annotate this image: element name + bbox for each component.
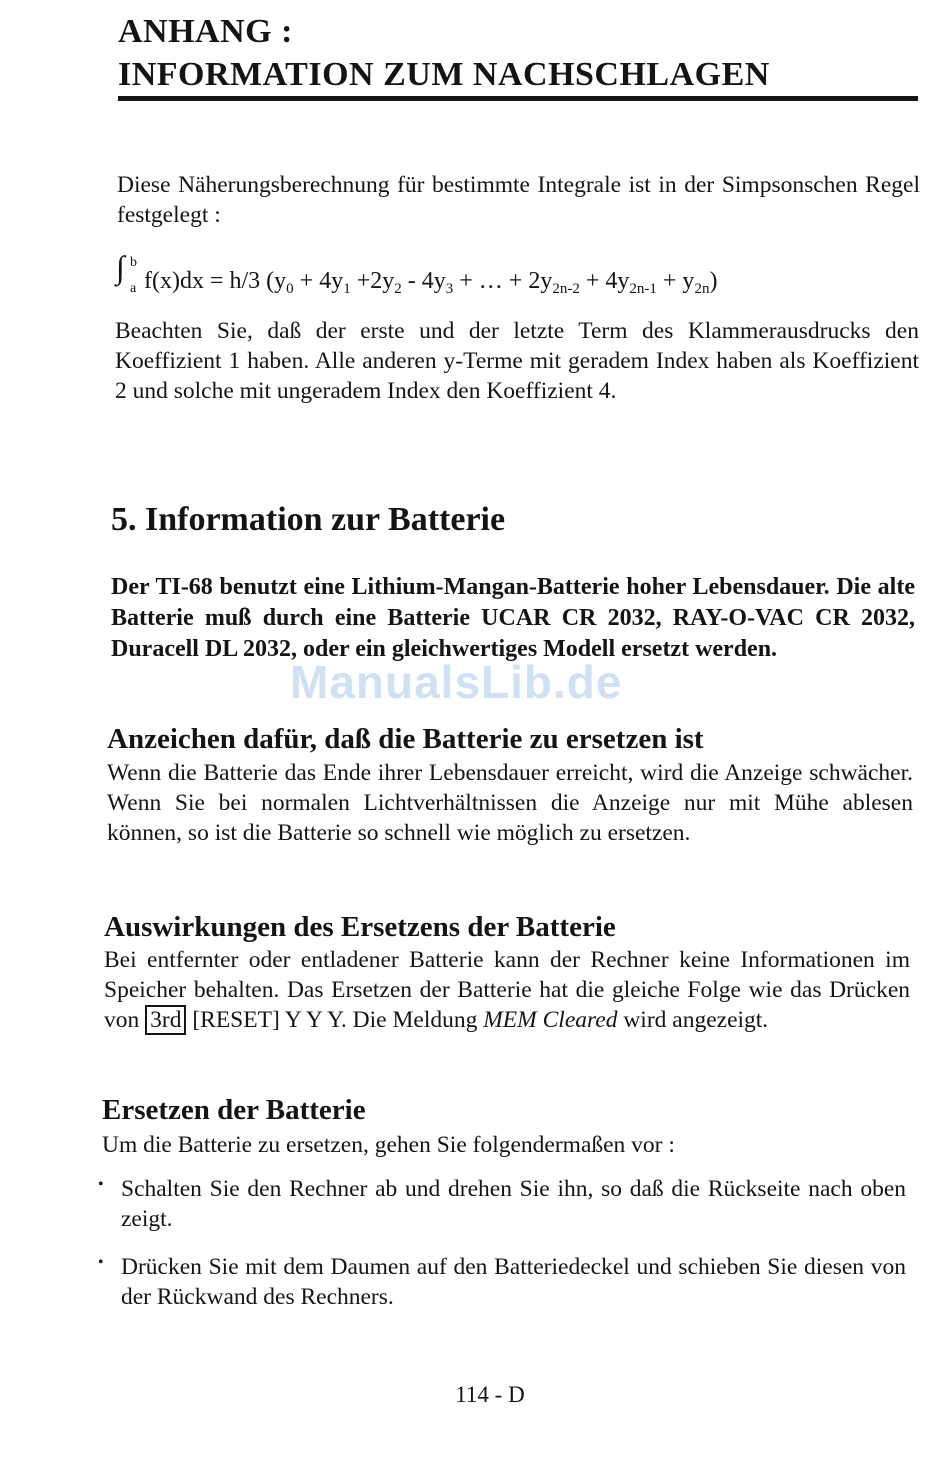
- subtitle-effects: Auswirkungen des Ersetzens der Batterie: [104, 911, 616, 943]
- bullet-icon: •: [98, 1254, 104, 1271]
- intro-paragraph: Diese Näherungsberechnung für bestimmte Integrale ist in der Simpsonschen Regel festgelegt :: [117, 172, 920, 228]
- header-rule: [118, 96, 918, 101]
- list-item: Drücken Sie mit dem Daumen auf den Batteriedeckel und schieben Sie diesen von der Rückwand des Rechners.: [121, 1254, 906, 1310]
- header-line-2: INFORMATION ZUM NACHSCHLAGEN: [118, 56, 770, 93]
- effects-paragraph: Bei entfernter oder entladener Batterie kann der Rechner keine Informationen im Speicher behalten. Das Ersetzen der Batterie hat die gleiche Folge wie das Drücken von 3rd [RESET] Y Y Y. Die Meldung MEM Cleared wird angezeigt.: [104, 947, 910, 1033]
- mem-cleared-message: MEM Cleared: [483, 1007, 618, 1033]
- 3rd-key: 3rd: [145, 1005, 186, 1035]
- header-line-1: ANHANG :: [118, 13, 293, 50]
- replace-intro: Um die Batterie zu ersetzen, gehen Sie folgendermaßen vor :: [102, 1132, 675, 1158]
- page-number: 114 - D: [455, 1382, 525, 1407]
- list-item: Schalten Sie den Rechner ab und drehen Sie ihn, so daß die Rückseite nach oben zeigt.: [121, 1176, 906, 1232]
- subtitle-replace: Ersetzen der Batterie: [102, 1094, 366, 1126]
- note-paragraph: Beachten Sie, daß der erste und der letzte Term des Klammerausdrucks den Koeffizient 1 haben. Alle anderen y-Terme mit geradem Index haben als Koeffizient 2 und solche mit ungeradem Index den Koeffizient 4.: [115, 318, 919, 404]
- signs-paragraph: Wenn die Batterie das Ende ihrer Lebensdauer erreicht, wird die Anzeige schwächer. Wenn Sie bei normalen Lichtverhältnissen die Anzeige nur mit Mühe ablesen können, so ist die Batterie so schnell wie möglich zu ersetzen.: [107, 760, 913, 846]
- section-title-battery: 5. Information zur Batterie: [111, 501, 506, 538]
- bullet-icon: •: [98, 1176, 104, 1193]
- watermark: ManualsLib.de: [290, 656, 623, 708]
- battery-info-paragraph: Der TI-68 benutzt eine Lithium-Mangan-Batterie hoher Lebensdauer. Die alte Batterie muß durch eine Batterie UCAR CR 2032, RAY-O-VAC CR 2032, Duracell DL 2032, oder ein gleichwertiges Modell ersetzt werden.: [111, 574, 915, 662]
- integral-sign: ∫ b a: [116, 249, 137, 296]
- simpson-formula: ∫ b a f(x)dx = h/3 ($y_0 + 4y_1 +2y_2 - 4y_3$ + … + $2y_{2n-2} + 4y_{2n-1} + y_{2n}$): [116, 249, 718, 297]
- subtitle-signs: Anzeichen dafür, daß die Batterie zu ersetzen ist: [107, 723, 704, 755]
